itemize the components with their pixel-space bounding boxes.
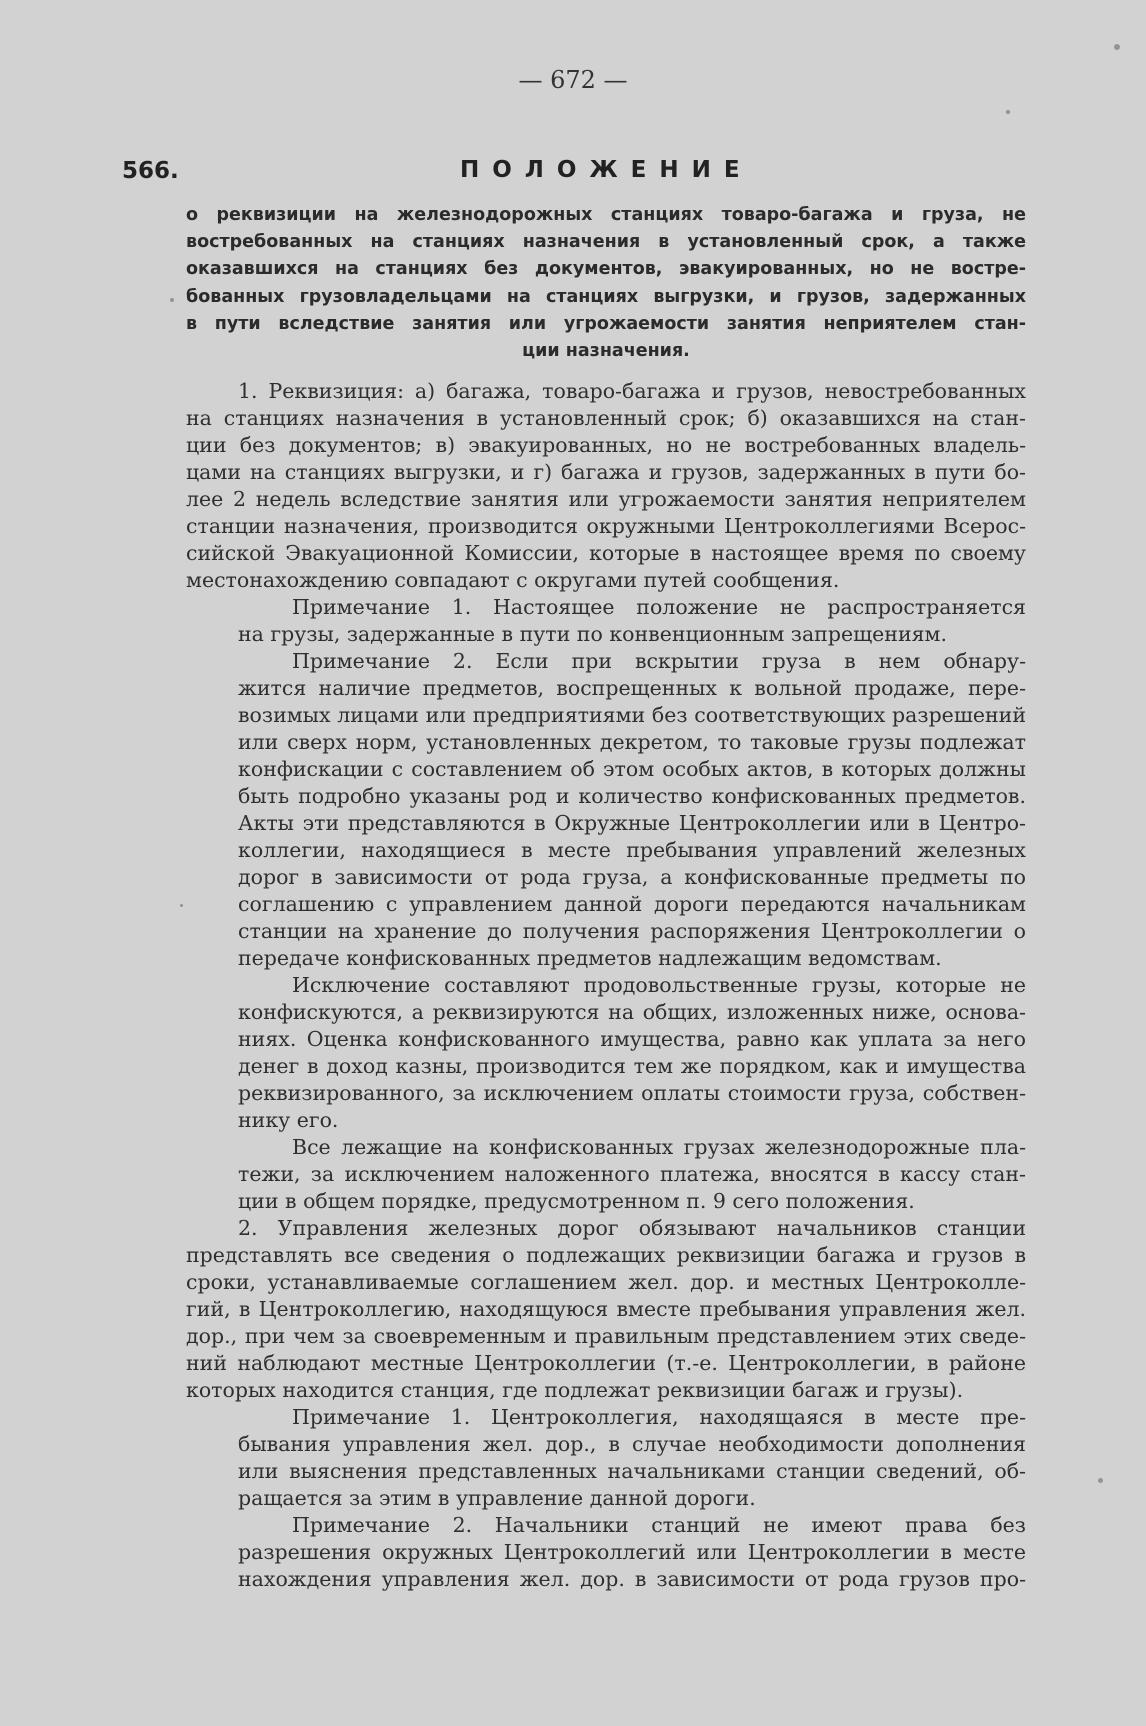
body-line: 2. Управления железных дорог обязывают начальников станции [238,1216,1026,1240]
body-line: на станциях назначения в установленный срок; б) оказавшихся на стан- [186,406,1026,430]
body-line: дор., при чем за своевременным и правильным представлением этих сведе- [186,1324,1026,1348]
note-line: денег в доход казны, производится тем же порядком, как и имущества [238,1054,1026,1078]
note-line: дорог в зависимости от рода груза, а конфискованные предметы по [238,865,1026,889]
subtitle-line: в пути вследствие занятия или угрожаемости занятия неприятелем стан- [186,313,1026,334]
note-line: Исключение составляют продовольственные грузы, которые не [292,973,1026,997]
note-line: коллегии, находящиеся в месте пребывания управлений железных [238,838,1026,862]
document-body [186,378,1026,1593]
body-line: ний наблюдают местные Центроколлегии (т.-е. Центроколлегии, в районе [186,1351,1026,1375]
body-line: 1. Реквизиция: а) багажа, товаро-багажа и грузов, невостребованных [238,379,1026,403]
document-number: 566. [122,158,179,184]
body-line: станции назначения, производится окружными Центроколлегиями Всерос- [186,514,1026,538]
scan-speck [180,904,183,907]
subtitle-line: оказавшихся на станциях без документов, эвакуированных, но не востре- [186,259,1026,280]
note-line: ниях. Оценка конфискованного имущества, равно как уплата за него [238,1027,1026,1051]
note-line: возимых лицами или предприятиями без соответствующих разрешений [238,703,1026,727]
subtitle-line: бованных грузовладельцами на станциях выгрузки, и грузов, задержанных [186,286,1026,307]
note-line: или сверх норм, установленных декретом, то таковые грузы подлежат [238,730,1026,754]
body-line: ции без документов; в) эвакуированных, но не востребованных владель- [186,433,1026,457]
scan-speck [1006,110,1010,114]
note-line: передаче конфискованных предметов надлежащим ведомствам. [238,946,942,970]
document-title: ПОЛОЖЕНИЕ [460,157,753,183]
body-line: гий, в Центроколлегию, находящуюся вместе пребывания управления жел. [186,1297,1026,1321]
note-line: ции в общем порядке, предусмотренном п. 9 сего положения. [238,1189,915,1213]
note-line: быть подробно указаны род и количество конфискованных предметов. [238,784,1026,808]
subtitle-line: ции назначения. [522,341,690,362]
body-line: цами на станциях выгрузки, и г) багажа и грузов, задержанных в пути бо- [186,460,1026,484]
body-line: местонахождению совпадают с округами путей сообщения. [186,568,840,592]
note-line: разрешения окружных Центроколлегий или Центроколлегии в месте [238,1540,1026,1564]
subtitle-line: востребованных на станциях назначения в установленный срок, а также [186,232,1026,253]
note-line: или выяснения представленных начальниками станции сведений, об- [238,1459,1026,1483]
body-line: сроки, устанавливаемые соглашением жел. дор. и местных Центроколле- [186,1270,1026,1294]
note-line: нику его. [238,1108,339,1132]
document-subtitle [186,202,1026,365]
note-line: станции на хранение до получения распоряжения Центроколлегии о [238,919,1026,943]
note-line: на грузы, задержанные в пути по конвенционным запрещениям. [238,622,948,646]
body-line: которых находится станция, где подлежат реквизиции багаж и грузы). [186,1378,964,1402]
page-number: — 672 — [518,66,628,94]
note-line: тежи, за исключением наложенного платежа, вносятся в кассу стан- [238,1162,1026,1186]
note-line: ращается за этим в управление данной дороги. [238,1486,756,1510]
subtitle-line: о реквизиции на железнодорожных станциях товаро-багажа и груза, не [186,205,1026,225]
body-line: сийской Эвакуационной Комиссии, которые в настоящее время по своему [186,541,1026,565]
note-line: конфискации с составлением об этом особых актов, в которых должны [238,757,1026,781]
body-line: лее 2 недель вследствие занятия или угрожаемости занятия неприятелем [186,487,1026,511]
note-line: Примечание 1. Настоящее положение не распространяется [292,595,1026,619]
note-line: Примечание 2. Если при вскрытии груза в нем обнару- [292,649,1026,673]
scan-speck [1114,44,1120,50]
note-line: конфискуются, а реквизируются на общих, изложенных ниже, основа- [238,1000,1026,1024]
note-line: Акты эти представляются в Окружные Центроколлегии или в Центро- [238,811,1026,835]
note-line: Примечание 2. Начальники станций не имеют права без [292,1513,1026,1537]
body-line: представлять все сведения о подлежащих реквизиции багажа и грузов в [186,1243,1026,1267]
note-line: Примечание 1. Центроколлегия, находящаяся в месте пре- [292,1405,1026,1429]
note-line: Все лежащие на конфискованных грузах железнодорожные пла- [292,1135,1026,1159]
scan-speck [1098,1478,1103,1483]
note-line: реквизированного, за исключением оплаты стоимости груза, собствен- [238,1081,1026,1105]
note-line: жится наличие предметов, воспрещенных к вольной продаже, пере- [238,676,1026,700]
scan-speck [170,298,174,302]
note-line: бывания управления жел. дор., в случае необходимости дополнения [238,1432,1026,1456]
note-line: соглашению с управлением данной дороги передаются начальникам [238,892,1026,916]
note-line: нахождения управления жел. дор. в зависимости от рода грузов про- [238,1567,1026,1591]
